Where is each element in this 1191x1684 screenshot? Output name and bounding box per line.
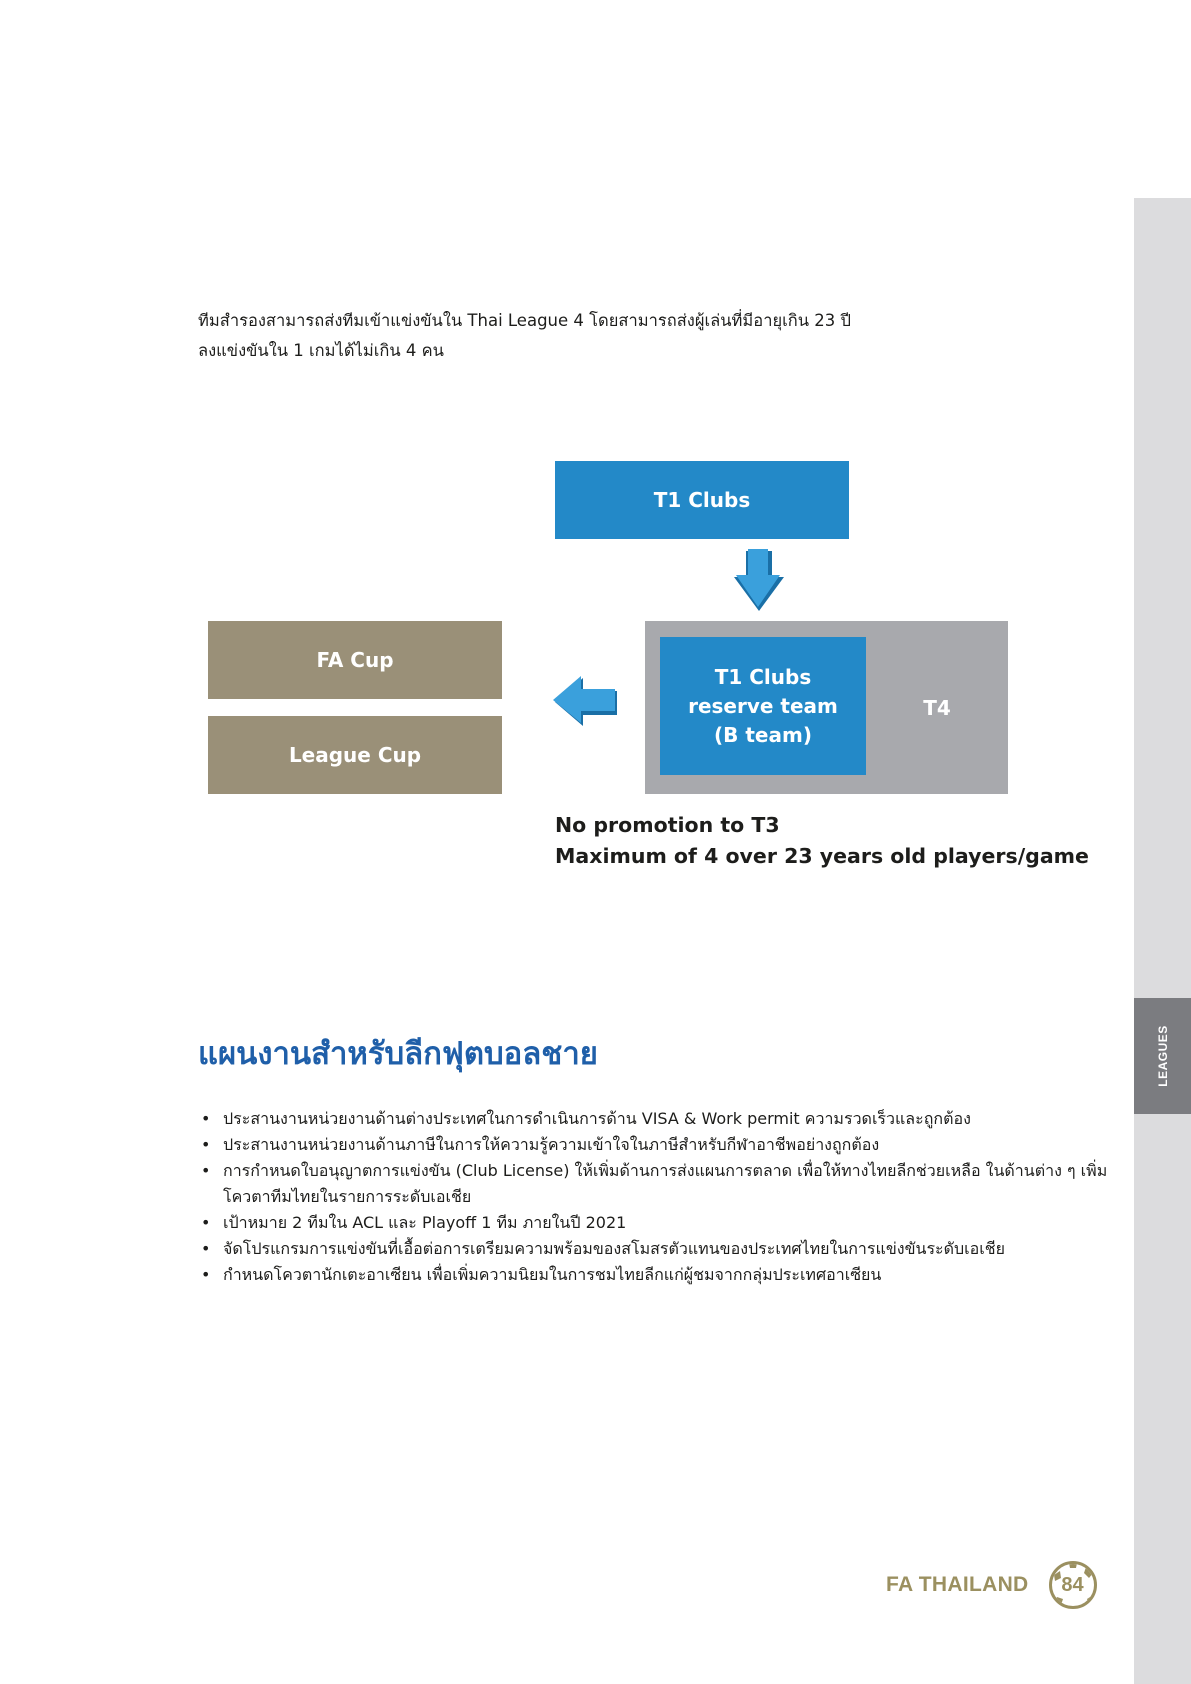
section-tab-label: LEAGUES: [1155, 1025, 1170, 1087]
t1-clubs-box: [555, 461, 849, 539]
fa-cup-label: FA Cup: [316, 648, 394, 672]
section-heading: แผนงานสำหรับลีกฟุตบอลชาย: [198, 1036, 598, 1072]
league-cup-label: League Cup: [288, 743, 422, 767]
footer-brand: FA THAILAND: [886, 1573, 1029, 1596]
list-item: • จัดโปรแกรมการแข่งขันที่เอื้อต่อการเตรียมความพร้อมของสโมสรตัวแทนของประเทศไทยในการแข่งขันระดับเอเชีย: [198, 1236, 1118, 1262]
t4-label: T4: [923, 695, 951, 720]
intro-line-2: ลงแข่งขันใน 1 เกมได้ไม่เกิน 4 คน: [198, 341, 444, 360]
fa-cup-box: [208, 621, 502, 699]
t4-label-area: [866, 621, 1008, 794]
plan-bullet-list: [198, 1106, 1118, 1288]
section-tab-leagues[interactable]: [1134, 998, 1191, 1114]
page-number: 84: [1061, 1573, 1084, 1596]
reserve-team-box: [660, 637, 866, 775]
reserve-line-2: reserve team: [688, 693, 838, 718]
reserve-line-3: (B team): [714, 722, 812, 747]
football-icon: [1049, 1561, 1097, 1609]
t1-clubs-label: T1 Clubs: [653, 488, 751, 512]
note-max-players: Maximum of 4 over 23 years old players/game: [555, 844, 1089, 868]
note-no-promotion: No promotion to T3: [555, 813, 780, 837]
intro-paragraph: [198, 306, 998, 366]
league-cup-box: [208, 716, 502, 794]
intro-line-1: ทีมสำรองสามารถส่งทีมเข้าแข่งขันใน Thai League 4 โดยสามารถส่งผู้เล่นที่มีอายุเกิน 23 ปี: [198, 311, 851, 330]
diagram-notes: [555, 810, 1115, 872]
list-item: • กำหนดโควตานักเตะอาเซียน เพื่อเพิ่มความนิยมในการชมไทยลีกแก่ผู้ชมจากกลุ่มประเทศอาเซียน: [198, 1262, 1118, 1288]
arrow-left-icon: [553, 676, 619, 728]
reserve-line-1: T1 Clubs: [714, 664, 812, 689]
side-strip: [1134, 198, 1191, 1684]
list-item: • ประสานงานหน่วยงานด้านต่างประเทศในการดำเนินการด้าน VISA & Work permit ความรวดเร็วและถูกต้อง: [198, 1106, 1118, 1132]
list-item: • การกำหนดใบอนุญาตการแข่งขัน (Club License) ให้เพิ่มด้านการส่งแผนการตลาด เพื่อให้ทางไทยลีกช่วยเหลือ ในด้านต่าง ๆ เพิ่มโควตาทีมไทยในรายการระดับเอเชีย: [198, 1158, 1118, 1210]
arrow-down-icon: [732, 549, 786, 613]
list-item: • เป้าหมาย 2 ทีมใน ACL และ Playoff 1 ทีม ภายในปี 2021: [198, 1210, 1118, 1236]
page-footer: [886, 1559, 1097, 1611]
list-item: • ประสานงานหน่วยงานด้านภาษีในการให้ความรู้ความเข้าใจในภาษีสำหรับกีฬาอาชีพอย่างถูกต้อง: [198, 1132, 1118, 1158]
